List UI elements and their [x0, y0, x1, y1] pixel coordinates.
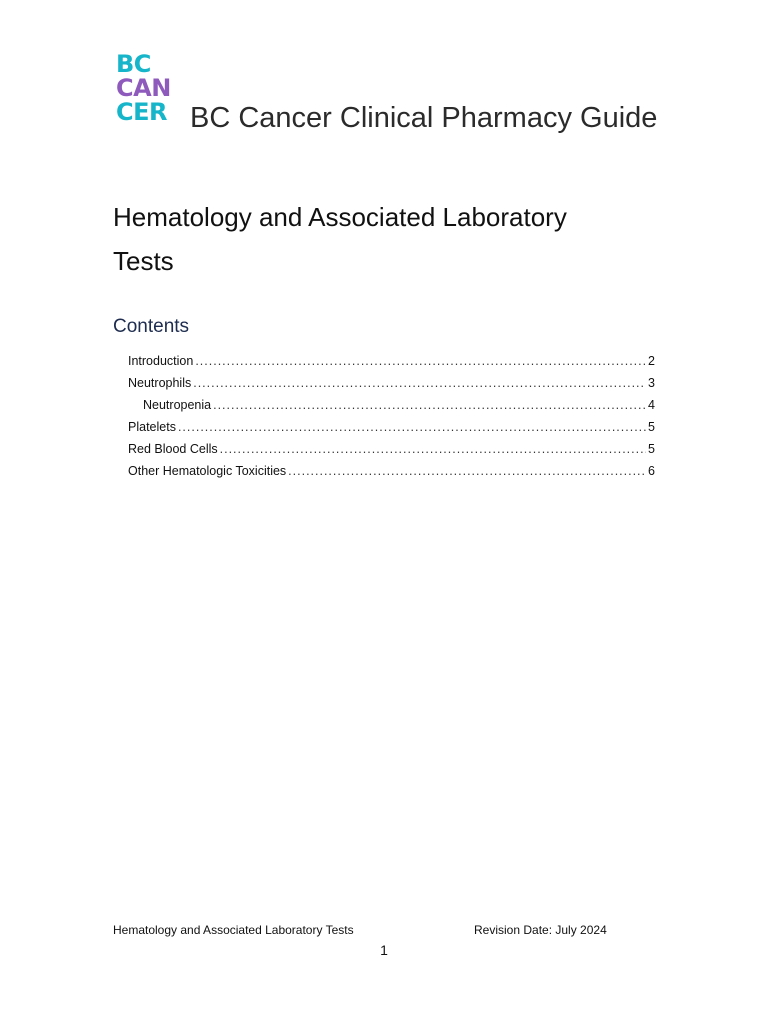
document-title-line-1: Hematology and Associated Laboratory: [113, 202, 567, 232]
toc-entry-label: Red Blood Cells: [128, 442, 218, 456]
document-title: [113, 195, 673, 283]
toc-entry-page: 3: [648, 376, 655, 390]
toc-entry-page: 2: [648, 354, 655, 368]
toc-entry-label: Platelets: [128, 420, 176, 434]
toc-entry-platelets[interactable]: [128, 416, 655, 438]
toc-entry-label: Other Hematologic Toxicities: [128, 464, 287, 478]
toc-entry-red-blood-cells[interactable]: [128, 438, 655, 460]
toc-entry-other-hematologic-toxicities[interactable]: [128, 460, 655, 482]
toc-entry-page: 4: [648, 398, 655, 412]
footer-revision-date: Revision Date: July 2024: [474, 923, 607, 937]
bc-cancer-logo: [116, 52, 184, 124]
toc-dot-leader: [195, 350, 646, 372]
toc-entry-neutrophils[interactable]: [128, 372, 655, 394]
toc-entry-label: Introduction: [128, 354, 194, 368]
toc-entry-introduction[interactable]: [128, 350, 655, 372]
contents-heading: Contents: [113, 316, 190, 337]
page-number: 1: [380, 942, 388, 958]
toc-dot-leader: [213, 394, 646, 416]
toc-dot-leader: [178, 416, 646, 438]
logo-line-bc: BC: [116, 50, 151, 78]
toc-entry-page: 6: [648, 464, 655, 478]
document-title-line-2: Tests: [113, 246, 174, 276]
toc-entry-page: 5: [648, 420, 655, 434]
toc-dot-leader: [193, 372, 646, 394]
guide-title: BC Cancer Clinical Pharmacy Guide: [190, 102, 658, 134]
toc-entry-neutropenia[interactable]: [128, 394, 655, 416]
toc-dot-leader: [288, 460, 646, 482]
toc-entry-page: 5: [648, 442, 655, 456]
logo-line-cer: CER: [116, 98, 167, 126]
toc-entry-label: Neutrophils: [128, 376, 192, 390]
footer-document-title: Hematology and Associated Laboratory Tests: [113, 923, 354, 937]
toc-dot-leader: [220, 438, 646, 460]
toc-entry-label: Neutropenia: [143, 398, 212, 412]
logo-line-can: CAN: [116, 74, 171, 102]
table-of-contents: [128, 350, 655, 482]
